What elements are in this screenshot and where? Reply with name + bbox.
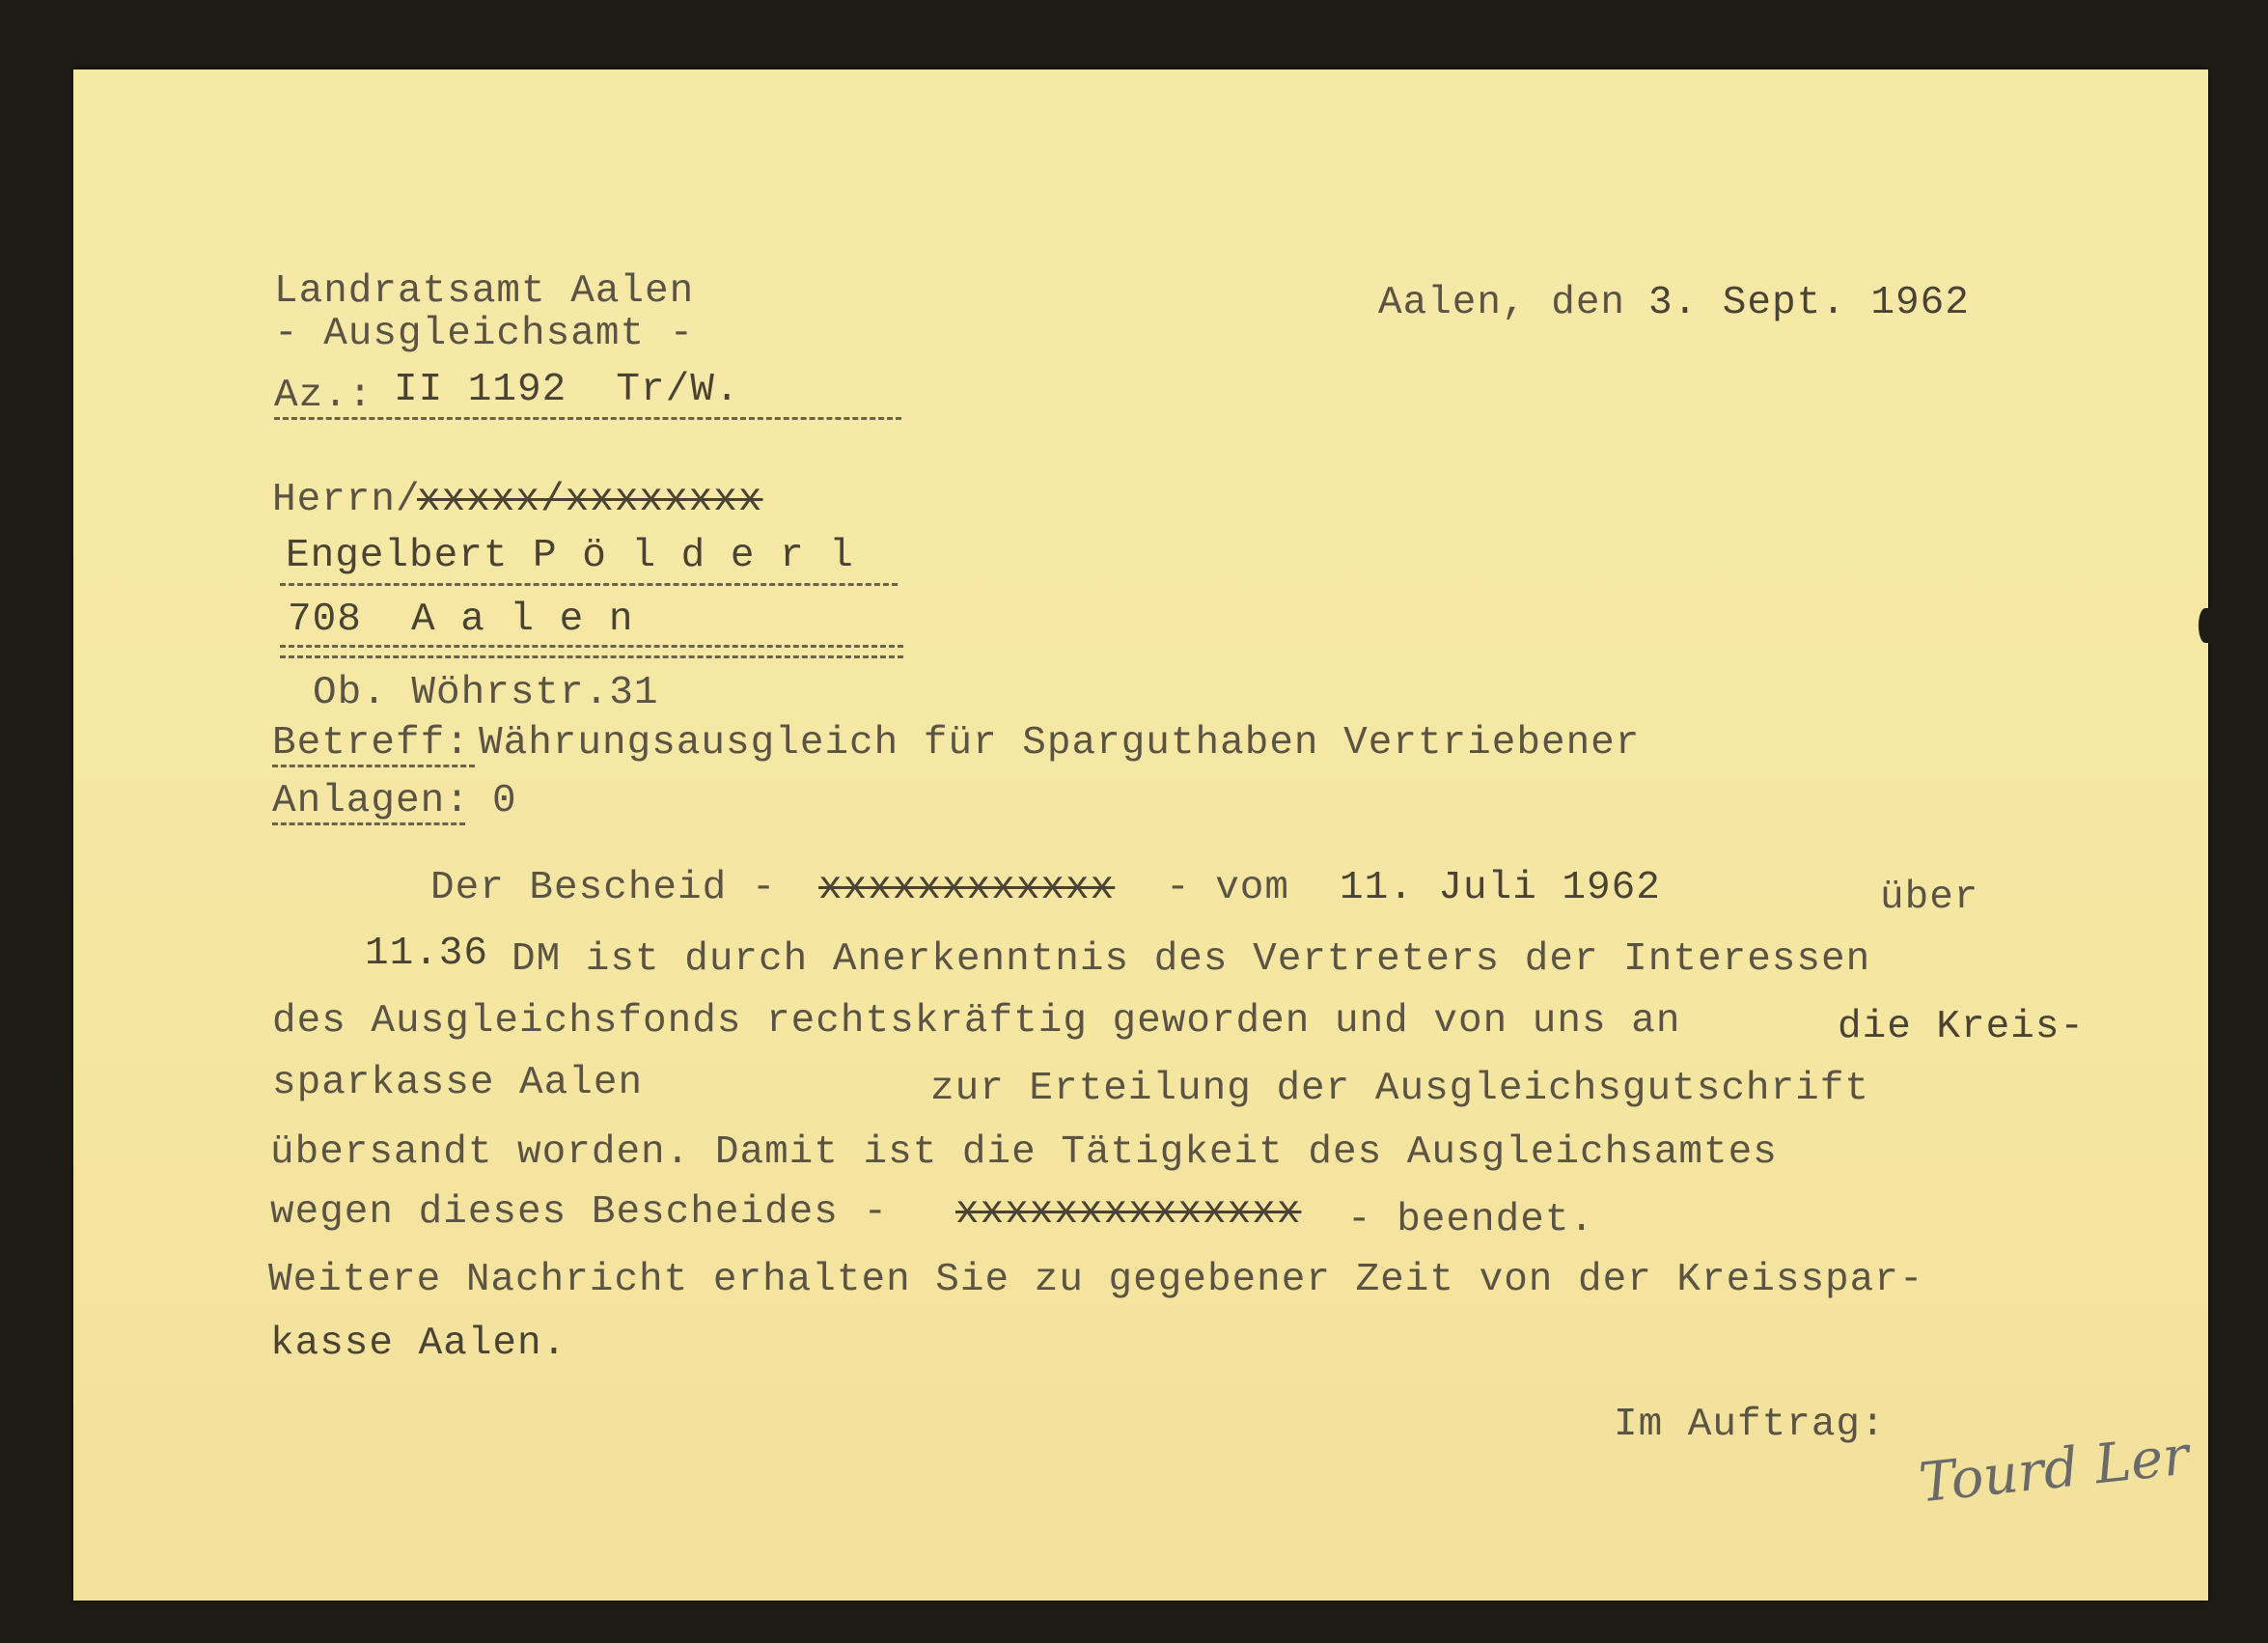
body-line1-struck: xxxxxxxxxxxx xyxy=(818,866,1116,910)
attachments-value: 0 xyxy=(492,779,517,823)
body-line3-b: die Kreis- xyxy=(1838,1005,2086,1049)
az-label: Az.: xyxy=(274,374,373,418)
az-underline xyxy=(274,417,901,420)
recipient-name: Engelbert P ö l d e r l xyxy=(286,534,854,578)
letter-date: 3. Sept. 1962 xyxy=(1648,281,1970,325)
bescheid-date: 11. Juli 1962 xyxy=(1340,866,1661,910)
body-line7: Weitere Nachricht erhalten Sie zu gegebener Zeit von der Kreisspar- xyxy=(268,1258,1924,1302)
body-line4-a: sparkasse Aalen xyxy=(272,1061,644,1105)
office-name: Landratsamt Aalen xyxy=(274,269,695,314)
recipient-street: Ob. Wöhrstr.31 xyxy=(313,671,659,715)
body-line1-b: - vom xyxy=(1166,866,1290,910)
place-date-label: Aalen, den xyxy=(1378,281,1626,325)
paper-notch xyxy=(2199,608,2212,643)
body-line4-b: zur Erteilung der Ausgleichsgutschrift xyxy=(930,1067,1869,1111)
city-double-underline xyxy=(280,645,903,658)
subject-text: Währungsausgleich für Sparguthaben Vertriebener xyxy=(479,721,1641,766)
subject-label: Betreff: xyxy=(272,721,470,766)
salutation-struck: xxxxx/xxxxxxxx xyxy=(417,478,763,522)
body-line6-struck: xxxxxxxxxxxxxx xyxy=(955,1190,1302,1235)
office-department: - Ausgleichsamt - xyxy=(274,312,695,356)
body-line6-a: wegen dieses Bescheides - xyxy=(270,1190,889,1235)
body-line1-c: über xyxy=(1880,876,1979,920)
attachments-label: Anlagen: xyxy=(272,779,470,823)
body-line1-a: Der Bescheid - xyxy=(430,866,777,910)
handwritten-signature: Tourd Ler xyxy=(1916,1424,2192,1516)
az-value: II 1192 Tr/W. xyxy=(394,368,740,412)
subject-underline xyxy=(272,765,475,767)
body-line6-b: - beendet. xyxy=(1347,1198,1595,1242)
attachments-underline xyxy=(272,822,465,825)
body-line5: übersandt worden. Damit ist die Tätigkeit des Ausgleichsamtes xyxy=(270,1130,1778,1175)
salutation: Herrn/ xyxy=(272,478,421,522)
closing-label: Im Auftrag: xyxy=(1614,1403,1886,1447)
body-line8: kasse Aalen. xyxy=(270,1322,567,1366)
body-line3: des Ausgleichsfonds rechtskräftig geworden und von uns an xyxy=(272,999,1681,1044)
body-line2: DM ist durch Anerkenntnis des Vertreters der Interessen xyxy=(512,937,1871,982)
name-underline xyxy=(280,583,898,586)
recipient-city: 708 A a l e n xyxy=(288,598,634,642)
amount: 11.36 xyxy=(365,932,489,976)
